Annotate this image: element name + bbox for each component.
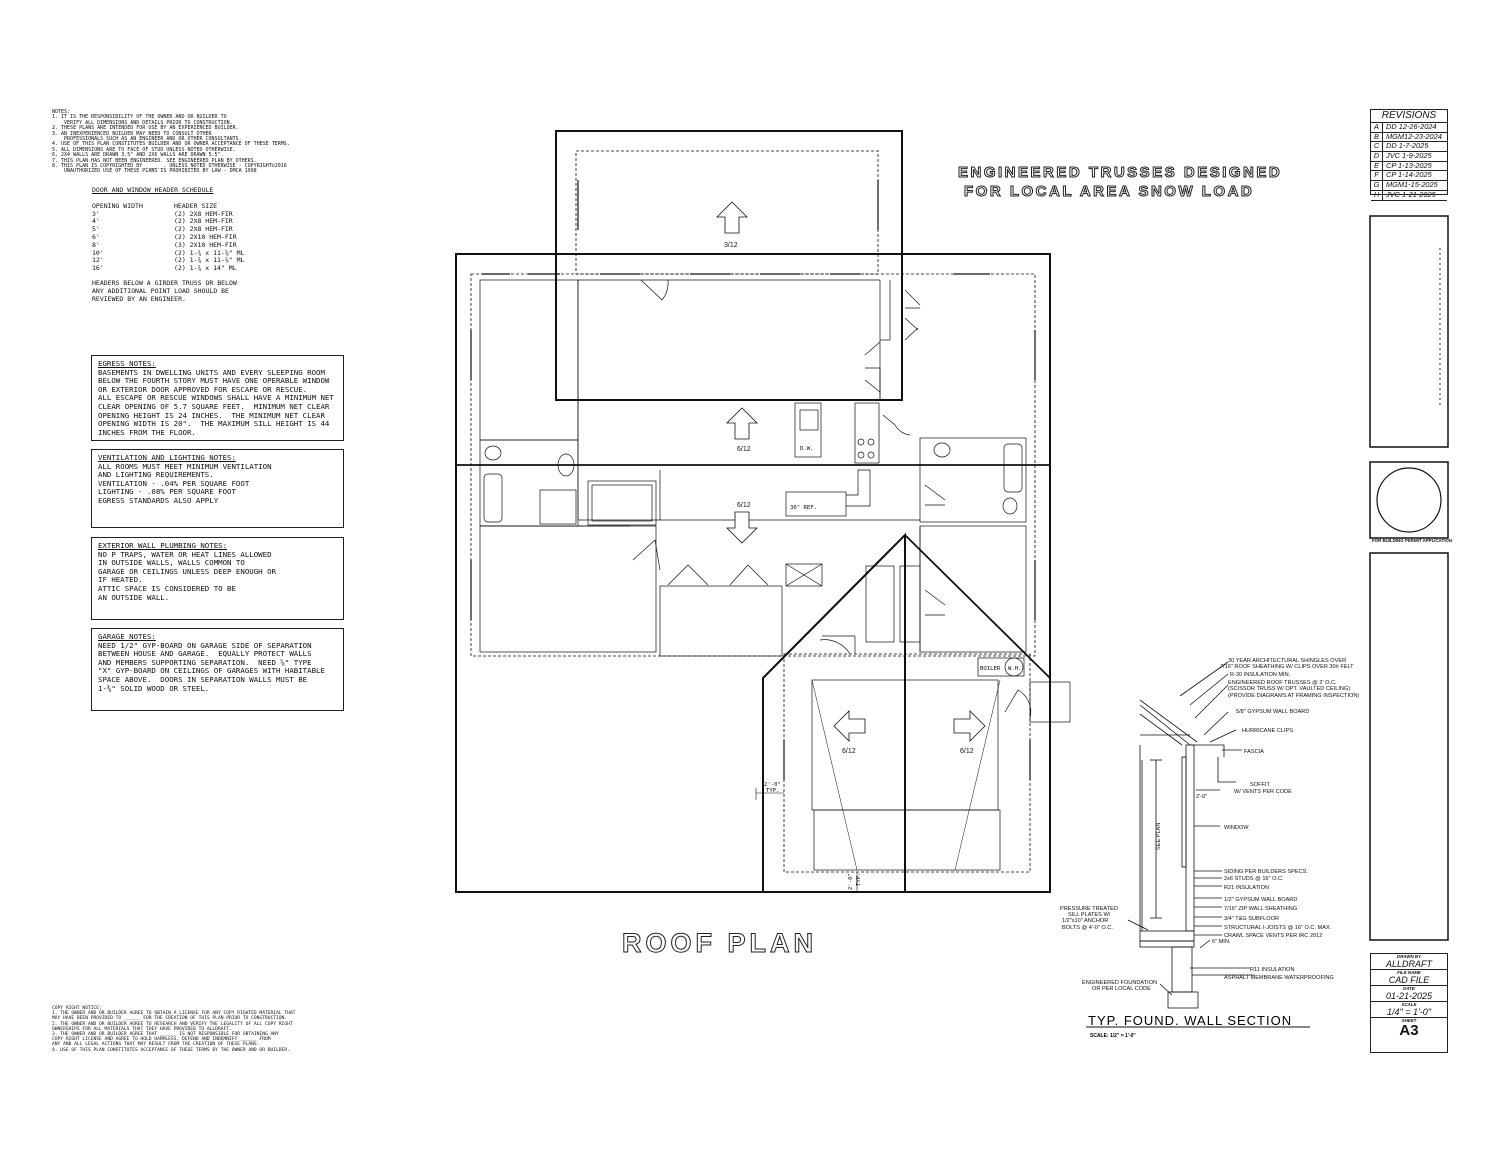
truss-note-line-2: FOR LOCAL AREA SNOW LOAD [964, 183, 1255, 200]
revisions-title: REVISIONS [1371, 110, 1447, 123]
dim-typ-2b: TYP. [856, 872, 862, 886]
slope-arrow-garage-left [834, 711, 865, 741]
ventilation-note-line: LIGHTING - .08% PER SQUARE FOOT [98, 487, 236, 497]
wall-section-callout: (SCISSOR TRUSS W/ OPT. VAULTED CEILING) [1228, 686, 1351, 692]
revision-letter: C [1371, 142, 1383, 151]
header-schedule-title: DOOR AND WINDOW HEADER SCHEDULE [92, 186, 214, 194]
revision-entry: CP 1-14-2025 [1386, 170, 1432, 180]
upper-gable-outline [556, 131, 902, 400]
wall-section-callout: HURRICANE CLIPS [1242, 728, 1293, 734]
plumbing-note-line: AN OUTSIDE WALL. [98, 592, 170, 602]
wall-section-callout: R-30 INSULATION MIN. [1230, 672, 1291, 678]
seal-box [1370, 462, 1448, 538]
file-name-label: FILE NAME [1397, 970, 1421, 975]
general-note-line: 8. THIS PLAN IS COPYRIGHTED BY ______. UNLESS NOTED OTHERWISE - COPYRIGHT©2016 [52, 163, 287, 170]
slope-label-top: 3/12 [724, 242, 738, 249]
revisions-rows [1371, 123, 1447, 201]
ventilation-note-line: EGRESS STANDARDS ALSO APPLY [98, 495, 219, 505]
wall-section-callout: 2x6 STUDS @ 16" O.C. [1224, 876, 1284, 882]
revision-entry: JVC 1-21-2025 [1386, 189, 1436, 199]
dim-typ-1b: TYP. [766, 788, 780, 794]
general-note-line: VERIFY ALL DIMENSIONS AND DETAILS PRIOR TO CONSTRUCTION. [52, 119, 233, 126]
truss-note-line-1: ENGINEERED TRUSSES DESIGNED [958, 164, 1283, 181]
refrigerator-label: 36" REF. [790, 505, 817, 511]
revision-letter: D [1371, 152, 1383, 161]
col-header-size: HEADER SIZE [174, 201, 218, 210]
wall-section-callout: 7/16" ZIP WALL SHEATHING [1224, 906, 1298, 912]
general-note-line: 5. ALL DIMENSIONS ARE TO FACE OF STUD UNLESS NOTED OTHERWISE. [52, 146, 236, 153]
header-schedule-footer-line: ANY ADDITIONAL POINT LOAD SHOULD BE [92, 286, 229, 295]
ventilation-notes-title: VENTILATION AND LIGHTING NOTES: [98, 453, 236, 462]
wall-section-callout: STRUCTURAL I-JOISTS @ 16" O.C. MAX. [1224, 925, 1332, 931]
scale-value: 1/4" = 1'-0" [1371, 1007, 1447, 1018]
header-size-cell: (2) 1-¾ x 14" ML [174, 264, 237, 273]
garage-note-line: BETWEEN HOUSE AND GARAGE. EQUALLY PROTECT WALLS [98, 649, 312, 659]
wall-section-scale: SCALE: 1/2" = 1'-0" [1090, 1033, 1136, 1039]
wall-section-callout: WINDOW [1224, 825, 1249, 831]
wall-section-callout: SEE PLAN [1156, 822, 1162, 850]
copyright-line: 3. THE OWNER AND OR BUILDER AGREE THAT ______ IS NOT RESPONSIBLE FOR OBTAINING ANY [52, 1032, 279, 1038]
copyright-line: COPY RIGHT NOTICE: [52, 1006, 102, 1011]
wall-section-callout: R11 INSULATION [1250, 967, 1295, 973]
copyright-line: OWNERSHIPS FOR ALL MATERIALS THAT THEY HAVE PROVIDED TO ALLDRAFT. [52, 1026, 232, 1032]
slope-arrow-garage-right [954, 711, 985, 741]
opening-width-cell: 16' [92, 264, 104, 273]
copyright-line: 4. USE OF THIS PLAN CONSTITUTES ACCEPTANCE OF THESE TERMS BY THE OWNER AND OR BUILDER. [52, 1047, 290, 1053]
plumbing-note-line: IN OUTSIDE WALLS, WALLS COMMON TO [98, 558, 245, 568]
wall-section-callout: BOLTS @ 4'-0" O.C. [1062, 925, 1113, 931]
wall-section-callout: CRAWL SPACE VENTS PER IRC 2012 [1224, 933, 1323, 939]
slope-label-garage-right: 6/12 [960, 748, 974, 755]
wall-section-callout: 7/16" ROOF SHEATHING W/ CLIPS OVER 30# FELT [1220, 664, 1354, 670]
wall-section-callout: FASCIA [1244, 749, 1264, 755]
egress-note-line: BASEMENTS IN DWELLING UNITS AND EVERY SLEEPING ROOM [98, 367, 325, 377]
copyright-line: ANY AND ALL LEGAL ACTIONS THAT MAY RESULT FROM THE CREATION OF THESE PLANS. [52, 1042, 260, 1048]
wall-section-callout: 1/2"x10" ANCHOR [1062, 918, 1109, 924]
garage-note-line: NEED 1/2" GYP-BOARD ON GARAGE SIDE OF SEPARATION [98, 640, 312, 650]
wall-section-callout: 30 YEAR ARCHITECTURAL SHINGLES OVER [1228, 658, 1347, 664]
scale-label: SCALE [1401, 1002, 1417, 1007]
copyright-line: 1. THE OWNER AND OR BUILDER AGREE TO OBTAIN A LICENSE FOR ANY COPY RIGHTED MATERIAL THAT [52, 1011, 296, 1017]
wall-section-callout: SILL PLATES W/ [1068, 912, 1111, 918]
revision-letter: H [1371, 191, 1383, 200]
wall-section-callout: ENGINEERED FOUNDATION [1082, 980, 1158, 986]
wall-section-callout: 3/4" T&G SUBFLOOR [1224, 916, 1280, 922]
revision-letter: G [1371, 181, 1383, 190]
header-schedule-footer-line: REVIEWED BY AN ENGINEER. [92, 294, 186, 303]
file-name-value: CAD FILE [1371, 975, 1447, 986]
sheet-label: SHEET [1401, 1018, 1417, 1023]
revision-letter: E [1371, 162, 1383, 171]
plumbing-note-line: NO P TRAPS, WATER OR HEAT LINES ALLOWED [98, 549, 272, 559]
stamp-box [1370, 216, 1448, 447]
slope-label-mid-lower: 6/12 [737, 502, 751, 509]
revision-entry: DD 12-26-2024 [1386, 122, 1437, 131]
drawn-by-label: DRAWN BY [1397, 954, 1421, 959]
revisions-block [1370, 109, 1448, 199]
ventilation-note-line: VENTILATION - .04% PER SQUARE FOOT [98, 478, 250, 488]
opening-width-cell: 5' [92, 225, 100, 234]
slope-label-garage-left: 6/12 [842, 748, 856, 755]
general-note-line: 2. THESE PLANS ARE INTENDED FOR USE BY AN EXPERIENCED BUILDER. [52, 125, 239, 132]
plumbing-note-line: GARAGE OR CEILINGS UNLESS DEEP ENOUGH OR [98, 566, 276, 576]
title-block [1370, 953, 1448, 1053]
revision-letter: A [1371, 123, 1383, 132]
notes-box-right [1370, 553, 1448, 940]
plumbing-notes-title: EXTERIOR WALL PLUMBING NOTES: [98, 541, 228, 550]
wall-section-callout: 6" MIN. [1212, 939, 1231, 945]
opening-width-cell: 6' [92, 232, 100, 241]
col-opening-width: OPENING WIDTH [92, 201, 143, 210]
header-size-cell: (2) 1-¾ x 11-⅞" ML [174, 248, 245, 257]
seal-circle [1377, 468, 1441, 532]
dim-typ-1: 2'-0" [764, 782, 781, 788]
egress-note-line: BELOW THE FOURTH STORY MUST HAVE ONE OPERABLE WINDOW [98, 376, 330, 386]
date-value: 01-21-2025 [1371, 991, 1447, 1002]
wall-section-callout: 2'-0" [1196, 794, 1208, 800]
egress-note-line: ALL ESCAPE OR RESCUE WINDOWS SHALL HAVE A MINIMUM NET [98, 393, 334, 403]
revision-entry: MGM12-23-2024 [1386, 131, 1442, 141]
garage-note-line: AND MEMBERS SUPPORTING SEPARATION. NEED ⅝" TYPE [98, 657, 312, 667]
general-note-line: PROFESSIONALS SUCH AS AN ENGINEER AND OR OTHER CONSULTANTS. [52, 136, 242, 143]
garage-hip [763, 535, 1050, 678]
general-note-line: 3. AN INEXPERIENCED BUILDER MAY NEED TO CONSULT OTHER [52, 130, 212, 137]
egress-notes-title: EGRESS NOTES: [98, 359, 156, 368]
sheet-number: A3 [1399, 1022, 1419, 1039]
opening-width-cell: 4' [92, 217, 100, 226]
header-size-cell: (2) 2X8 HEM-FIR [174, 209, 233, 218]
revision-entry: JVC 1-9-2025 [1386, 151, 1432, 161]
dim-typ-2: 2'-0" [848, 873, 854, 890]
header-size-cell: (2) 2X8 HEM-FIR [174, 225, 233, 234]
date-label: DATE [1403, 986, 1415, 991]
garage-wall-dashed [784, 654, 1030, 872]
roof-plan-title: ROOF PLAN [622, 928, 817, 958]
wall-section-callout: ASPHALT MEMBRANE WATERPROOFING [1224, 975, 1334, 981]
slope-arrow-top [717, 202, 747, 233]
egress-note-line: OPENING WIDTH IS 20". THE MAXIMUM SILL HEIGHT IS 44 [98, 419, 330, 429]
plumbing-note-line: ATTIC SPACE IS CONSIDERED TO BE [98, 583, 236, 593]
slope-arrow-mid-down [727, 512, 757, 543]
wall-section-callout: OR PER LOCAL CODE [1092, 986, 1151, 992]
egress-note-line: OR EXTERIOR DOOR APPROVED FOR ESCAPE OR RESCUE. [98, 384, 308, 394]
revision-row [1371, 191, 1447, 201]
revision-entry: MGM1-15-2025 [1386, 180, 1438, 190]
garage-note-line: "X" GYP-BOARD ON CEILINGS OF GARAGES WITH HABITABLE [98, 666, 325, 676]
wall-section-callout: ENGINEERED ROOF TRUSSES @ 2' O.C. [1228, 680, 1337, 686]
water-heater-label: W.H. [1008, 666, 1022, 672]
revision-entry: CP 1-13-2025 [1386, 160, 1432, 170]
plumbing-note-line: IF HEATED. [98, 575, 143, 585]
header-schedule-footer-line: HEADERS BELOW A GIRDER TRUSS OR BELOW [92, 278, 237, 287]
general-note-line: 4. USE OF THIS PLAN CONSTITUTES BUILDER AND OR OWNER ACCEPTANCE OF THESE TERMS. [52, 141, 290, 148]
header-size-cell: (2) 2X10 HEM-FIR [174, 232, 237, 241]
slope-label-mid-upper: 6/12 [737, 446, 751, 453]
wall-section-callout: 5/8" GYPSUM WALL BOARD [1236, 709, 1310, 715]
dishwasher-label: D.W. [800, 446, 814, 452]
drawn-by-value: ALLDRAFT [1371, 959, 1447, 970]
slope-arrows [717, 202, 985, 741]
opening-width-cell: 8' [92, 240, 100, 249]
garage-note-line: SPACE ABOVE. DOORS IN SEPARATION WALLS MUST BE [98, 674, 308, 684]
wall-section-callout: W/ VENTS PER CODE [1234, 789, 1292, 795]
slope-arrow-mid-up [727, 408, 757, 439]
egress-note-line: INCHES FROM THE FLOOR. [98, 427, 196, 437]
main-roof-outline [456, 254, 1050, 892]
wall-section-callout: SIDING PER BUILDERS SPECS. [1224, 869, 1308, 875]
ventilation-note-line: ALL ROOMS MUST MEET MINIMUM VENTILATION [98, 461, 272, 471]
header-size-cell: (2) 1-¾ x 11-⅞" ML [174, 256, 245, 265]
general-note-line: UNAUTHORIZED USE OF THESE PLANS IS PROHIBITED BY LAW - DMCA 1998 [52, 168, 257, 175]
permit-label: FOR BUILDING PERMIT APPLICATION [1372, 538, 1453, 543]
ventilation-note-line: AND LIGHTING REQUIREMENTS. [98, 470, 214, 480]
wall-section-title: TYP. FOUND. WALL SECTION [1088, 1013, 1293, 1028]
egress-note-line: OPENING HEIGHT IS 24 INCHES. THE MINIMUM NET CLEAR [98, 410, 325, 420]
egress-note-line: CLEAR OPENING OF 5.7 SQUARE FEET. MINIMUM NET CLEAR [98, 401, 330, 411]
header-size-cell: (2) 2X8 HEM-FIR [174, 217, 233, 226]
wall-section-callout: PRESSURE TREATED [1060, 906, 1118, 912]
general-note-line: 7. THIS PLAN HAS NOT BEEN ENGINEERED. SEE ENGINEERED PLAN BY OTHERS. [52, 157, 257, 164]
wall-section-callout: (PROVIDE DIAGRAMS AT FRAMING INSPECTION) [1228, 693, 1360, 699]
revision-letter: B [1371, 133, 1383, 142]
copyright-line: COPY RIGHT LICENSE AND AGREE TO HOLD HARMLESS, DEFEND AND INDEMNIFY ______ FROM [52, 1037, 271, 1043]
opening-width-cell: 10' [92, 248, 104, 257]
copyright-line: MAY HAVE BEEN PROVIDED TO ______ FOR THE CREATION OF THIS PLAN PRIOR TO CONSTRUCTION. [52, 1016, 288, 1022]
revision-letter: F [1371, 171, 1383, 180]
wall-section-callouts [1060, 658, 1359, 992]
copyright-line: 2. THE OWNER AND OR BUILDER AGREE TO RESEARCH AND VERIFY THE LEGALITY OF ALL COPY RIGHT [52, 1021, 293, 1027]
wall-section-callout: SOFFIT [1250, 782, 1270, 788]
general-note-line: 6. 2X4 WALLS ARE DRAWN 3.5" AND 2X6 WALLS ARE DRAWN 5.5". [52, 152, 224, 159]
wall-section-callout: 1/2" GYPSUM WALL BOARD [1224, 897, 1298, 903]
general-note-line: 1. IT IS THE RESPONSIBILITY OF THE OWNER AND OR BUILDER TO [52, 114, 227, 121]
garage-note-line: 1-⅜" SOLID WOOD OR STEEL. [98, 683, 210, 693]
revision-entry: DD 1-7-2025 [1386, 141, 1429, 151]
general-note-line: NOTES: [52, 109, 71, 115]
header-size-cell: (3) 2X10 HEM-FIR [174, 240, 237, 249]
garage-notes-title: GARAGE NOTES: [98, 632, 156, 641]
wall-section-callout: R21 INSULATION [1224, 885, 1269, 891]
opening-width-cell: 12' [92, 256, 104, 265]
opening-width-cell: 3' [92, 209, 100, 218]
boiler-label: BOILER [980, 666, 1001, 672]
